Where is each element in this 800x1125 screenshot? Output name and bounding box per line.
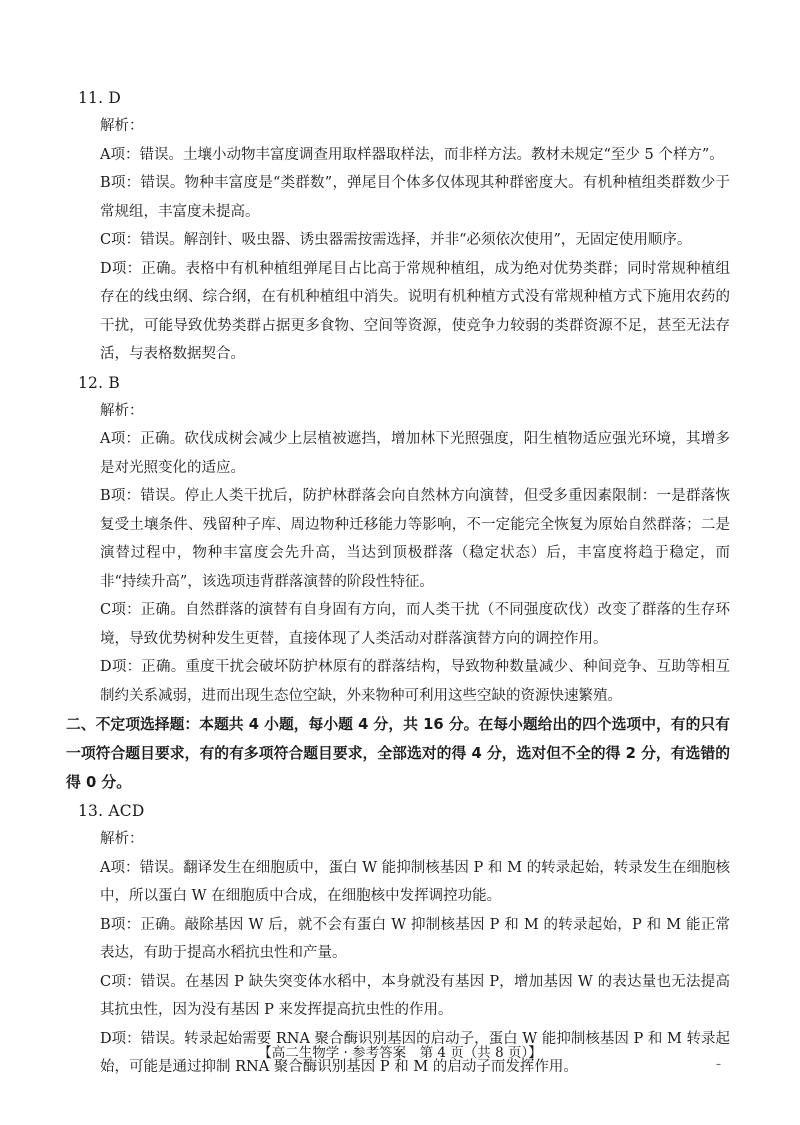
question-11-body	[78, 112, 730, 369]
page-footer: 【高二生物学 · 参考答案 第 4 页（共 8 页）】	[258, 1045, 542, 1061]
question-13	[78, 797, 730, 1082]
option-b-analysis: B项：正确。敲除基因 W 后，就不会有蛋白 W 抑制核基因 P 和 M 的转录起始，P 和 M 能正常表达，有助于提高水稻抗虫性和产量。	[100, 916, 730, 961]
question-13-number: 13. ACD	[78, 802, 145, 820]
question-12-body	[78, 397, 730, 711]
corner-mark: –	[716, 1059, 721, 1070]
option-d-analysis: D项：正确。重度干扰会破坏防护林原有的群落结构，导致物种数量减少、种间竞争、互助等相互制约关系减弱，进而出现生态位空缺，外来物种可利用这些空缺的资源快速繁殖。	[100, 659, 730, 704]
analysis-label: 解析：	[100, 118, 144, 134]
question-12-number: 12. B	[78, 373, 120, 392]
option-d-analysis: D项：正确。表格中有机种植组弹尾目占比高于常规种植组，成为绝对优势类群；同时常规种植组存在的线虫纲、综合纲，在有机种植组中消失。说明有机种植方式没有常规种植方式下施用农药的干扰，可能导致优势类群占据更多食物、空间等资源，使竞争力较弱的类群资源不足，甚至无法存活，与表格数据契合。	[100, 260, 730, 362]
option-c-analysis: C项：错误。在基因 P 缺失突变体水稻中，本身就没有基因 P，增加基因 W 的表达量也无法提高其抗虫性，因为没有基因 P 来发挥提高抗虫性的作用。	[100, 973, 730, 1018]
option-a-analysis: A项：错误。翻译发生在细胞质中，蛋白 W 能抑制核基因 P 和 M 的转录起始，转录发生在细胞核中，所以蛋白 W 在细胞质中合成，在细胞核中发挥调控功能。	[100, 859, 730, 904]
question-11	[78, 84, 730, 369]
option-b-analysis: B项：错误。停止人类干扰后，防护林群落会向自然林方向演替，但受多重因素限制：一是群落恢复受土壤条件、残留种子库、周边物种迁移能力等影响，不一定能完全恢复为原始自然群落；二是演替过程中，物种丰富度会先升高，当达到顶极群落（稳定状态）后，丰富度将趋于稳定，而非“持续升高”，该选项违背群落演替的阶段性特征。	[100, 488, 730, 590]
option-d-analysis: D项：错误。转录起始需要 RNA 聚合酶识别基因的启动子，蛋白 W 能抑制核基因 P 和 M 转录起始，可能是通过抑制 RNA 聚合酶识别基因 P 和 M 的启动子而发挥作用。	[100, 1030, 730, 1075]
analysis-label: 解析：	[100, 831, 144, 847]
question-11-number: 11. D	[78, 89, 122, 107]
question-12	[78, 369, 730, 711]
option-c-analysis: C项：正确。自然群落的演替有自身固有方向，而人类干扰（不同强度砍伐）改变了群落的生存环境，导致优势树种发生更替，直接体现了人类活动对群落演替方向的调控作用。	[100, 602, 730, 647]
section-2-heading: 二、不定项选择题：本题共 4 小题，每小题 4 分，共 16 分。在每小题给出的四个选项中，有的只有一项符合题目要求，有的有多项符合题目要求，全部选对的得 4 分，选对但不全的得 2 分，有选错的得 0 分。	[66, 716, 730, 791]
analysis-label: 解析：	[100, 402, 144, 419]
option-b-analysis: B项：错误。物种丰富度是“类群数”，弹尾目个体多仅体现其种群密度大。有机种植组类群数少于常规组，丰富度未提高。	[100, 175, 730, 220]
option-a-analysis: A项：错误。土壤小动物丰富度调查用取样器取样法，而非样方法。教材未规定“至少 5 个样方”。	[100, 146, 724, 163]
option-a-analysis: A项：正确。砍伐成树会减少上层植被遮挡，增加林下光照强度，阳生植物适应强光环境，其增多是对光照变化的适应。	[100, 431, 730, 476]
option-c-analysis: C项：错误。解剖针、吸虫器、诱虫器需按需选择，并非“必须依次使用”，无固定使用顺序。	[100, 232, 692, 248]
